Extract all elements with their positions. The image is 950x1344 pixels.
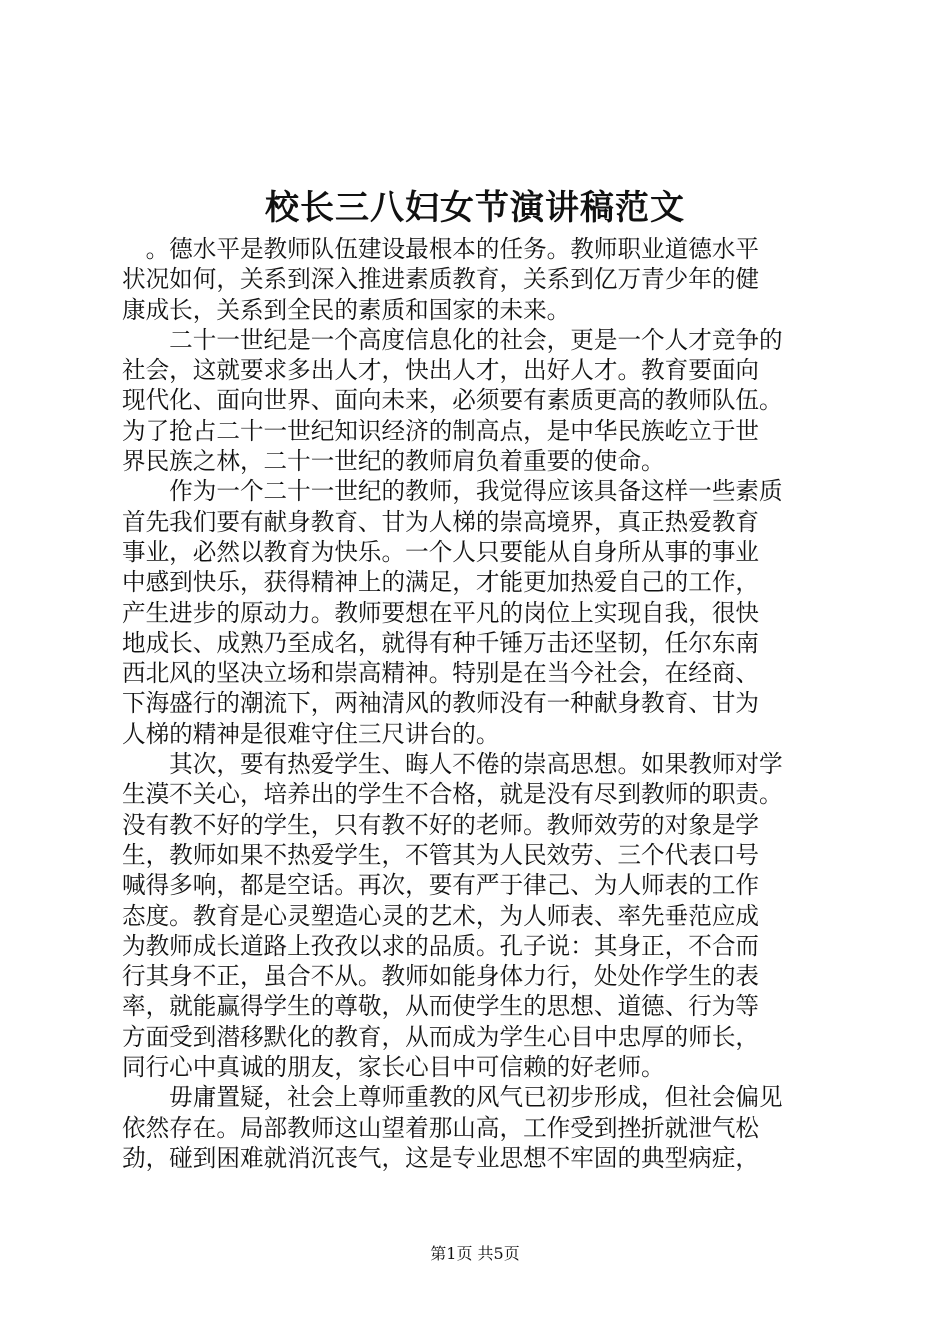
text-line: 状况如何，关系到深入推进素质教育，关系到亿万青少年的健 (122, 265, 760, 294)
text-line: 行其身不正，虽合不从。教师如能身体力行，处处作学生的表 (122, 962, 760, 991)
text-line: 事业，必然以教育为快乐。一个人只要能从自身所从事的事业 (122, 537, 760, 566)
text-line: 下海盛行的潮流下，两袖清风的教师没有一种献身教育、甘为 (122, 689, 760, 718)
text-line: 二十一世纪是一个高度信息化的社会，更是一个人才竞争的 (122, 325, 783, 354)
text-line: 康成长，关系到全民的素质和国家的未来。 (122, 295, 571, 324)
page-footer: 第1页 共5页 (430, 1244, 520, 1263)
text-line: 现代化、面向世界、面向未来，必须要有素质更高的教师队伍。 (122, 386, 783, 415)
text-line: 人梯的精神是很难守住三尺讲台的。 (122, 719, 500, 748)
text-line: 。德水平是教师队伍建设最根本的任务。教师职业道德水平 (122, 235, 760, 263)
text-line: 同行心中真诚的朋友，家长心目中可信赖的好老师。 (122, 1053, 665, 1082)
text-line: 没有教不好的学生，只有教不好的老师。教师效劳的对象是学 (122, 810, 760, 839)
text-line: 依然存在。局部教师这山望着那山高，工作受到挫折就泄气松 (122, 1113, 760, 1142)
text-line: 态度。教育是心灵塑造心灵的艺术，为人师表、率先垂范应成 (122, 901, 760, 930)
text-line: 方面受到潜移默化的教育，从而成为学生心目中忠厚的师长， (122, 1022, 760, 1051)
text-line: 社会，这就要求多出人才，快出人才，出好人才。教育要面向 (122, 356, 760, 385)
text-line: 为教师成长道路上孜孜以求的品质。孔子说：其身正，不合而 (122, 931, 760, 960)
text-line: 为了抢占二十一世纪知识经济的制高点，是中华民族屹立于世 (122, 416, 760, 445)
text-line: 西北风的坚决立场和崇高精神。特别是在当今社会，在经商、 (122, 659, 760, 688)
text-line: 生漠不关心，培养出的学生不合格，就是没有尽到教师的职责。 (122, 780, 783, 809)
text-line: 界民族之林，二十一世纪的教师肩负着重要的使命。 (122, 447, 665, 476)
text-line: 作为一个二十一世纪的教师，我觉得应该具备这样一些素质 (122, 477, 783, 506)
body-text (122, 234, 834, 1173)
text-line: 其次，要有热爱学生、晦人不倦的崇高思想。如果教师对学 (122, 750, 783, 779)
text-line: 产生进步的原动力。教师要想在平凡的岗位上实现自我，很快 (122, 598, 760, 627)
text-line: 首先我们要有献身教育、甘为人梯的崇高境界，真正热爱教育 (122, 507, 760, 536)
text-line: 地成长、成熟乃至成名，就得有种千锤万击还坚韧，任尔东南 (122, 628, 760, 657)
text-line: 喊得多响，都是空话。再次，要有严于律己、为人师表的工作 (122, 871, 760, 900)
page-title: 校长三八妇女节演讲稿范文 (265, 188, 685, 228)
text-line: 毋庸置疑，社会上尊师重教的风气已初步形成，但社会偏见 (122, 1083, 783, 1112)
text-line: 生，教师如果不热爱学生，不管其为人民效劳、三个代表口号 (122, 840, 760, 869)
text-line: 劲，碰到困难就消沉丧气，这是专业思想不牢固的典型病症， (122, 1143, 760, 1172)
text-line: 中感到快乐，获得精神上的满足，才能更加热爱自己的工作， (122, 568, 760, 597)
text-line: 率，就能赢得学生的尊敬，从而使学生的思想、道德、行为等 (122, 992, 760, 1021)
